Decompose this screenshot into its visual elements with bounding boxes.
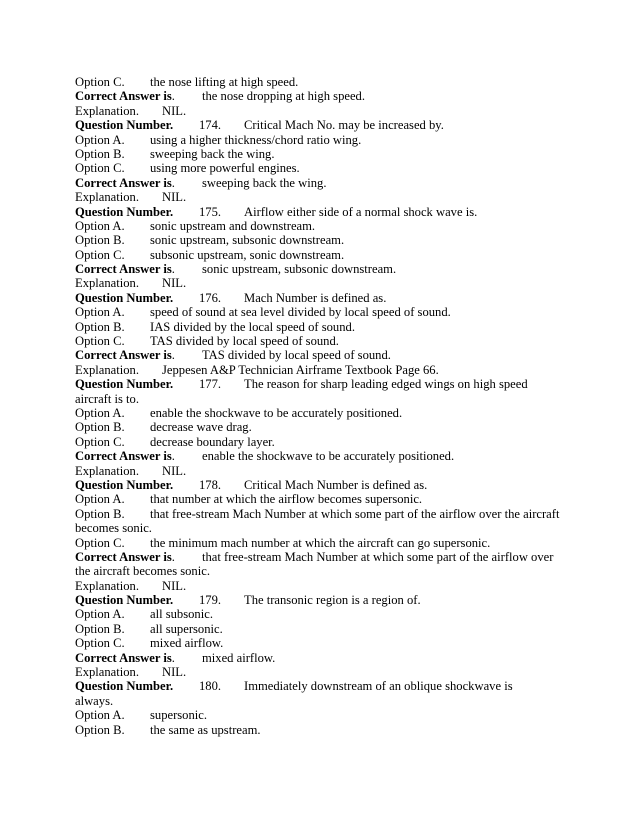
option-label: Option C. — [75, 535, 125, 550]
question-number-label: Question Number. — [75, 477, 174, 492]
explanation-text: NIL. — [162, 190, 187, 205]
option-line — [75, 507, 567, 521]
continuation-line: aircraft is to. — [75, 391, 139, 406]
option-line — [75, 75, 567, 89]
question-number-label: Question Number. — [75, 377, 174, 392]
correct-answer-text: mixed airflow. — [202, 650, 276, 665]
correct-answer-label-dot: . — [171, 449, 175, 464]
correct-answer-label — [75, 262, 202, 276]
question-number: 177. — [199, 377, 222, 392]
question-line — [75, 377, 567, 391]
option-text: that number at which the airflow becomes supersonic. — [150, 492, 423, 507]
question-number: 180. — [199, 679, 222, 694]
correct-answer-text: enable the shockwave to be accurately positioned. — [202, 449, 455, 464]
option-label: Option B. — [75, 146, 125, 161]
option-text: that free-stream Mach Number at which some part of the airflow over the aircraft — [150, 506, 560, 521]
question-number-label: Question Number. — [75, 593, 174, 608]
explanation-label: Explanation. — [75, 578, 140, 593]
correct-answer-line — [75, 348, 567, 362]
option-text: the nose lifting at high speed. — [150, 75, 299, 89]
correct-answer-label-text: Correct Answer is — [75, 449, 172, 464]
question-number: 174. — [199, 118, 222, 133]
option-line — [75, 622, 567, 636]
question-line — [75, 478, 567, 492]
explanation-label: Explanation. — [75, 362, 140, 377]
correct-answer-text: sweeping back the wing. — [202, 175, 327, 190]
option-line — [75, 636, 567, 650]
question-number: 178. — [199, 477, 222, 492]
option-text: subsonic upstream, sonic downstream. — [150, 247, 345, 262]
question-text: Airflow either side of a normal shock wave is. — [244, 204, 478, 219]
option-text: sweeping back the wing. — [150, 146, 275, 161]
explanation-label: Explanation. — [75, 463, 140, 478]
correct-answer-label-text: Correct Answer is — [75, 262, 172, 277]
correct-answer-label-text: Correct Answer is — [75, 89, 172, 104]
option-line — [75, 248, 567, 262]
option-label: Option C. — [75, 636, 125, 651]
correct-answer-label-dot: . — [171, 549, 175, 564]
explanation-label: Explanation. — [75, 665, 140, 680]
question-line — [75, 593, 567, 607]
continuation-line: the aircraft becomes sonic. — [75, 564, 210, 579]
option-text: sonic upstream, subsonic downstream. — [150, 233, 345, 248]
option-label: Option C. — [75, 247, 125, 262]
correct-answer-label-dot: . — [171, 175, 175, 190]
option-line — [75, 536, 567, 550]
question-number: 176. — [199, 290, 222, 305]
question-number: 179. — [199, 593, 222, 608]
option-line — [75, 723, 567, 737]
option-text: the minimum mach number at which the aircraft can go supersonic. — [150, 535, 491, 550]
option-text: the same as upstream. — [150, 722, 261, 737]
option-label: Option A. — [75, 492, 125, 507]
option-text: all supersonic. — [150, 621, 223, 636]
option-line — [75, 420, 567, 434]
correct-answer-label-dot: . — [171, 89, 175, 104]
question-text: Critical Mach Number is defined as. — [244, 477, 428, 492]
option-line — [75, 233, 567, 247]
question-number-label: Question Number. — [75, 679, 174, 694]
option-label: Option C. — [75, 161, 125, 176]
explanation-line — [75, 190, 567, 204]
option-text: using more powerful engines. — [150, 161, 300, 176]
continuation-line: always. — [75, 693, 114, 708]
correct-answer-label-text: Correct Answer is — [75, 348, 172, 363]
document-page — [75, 75, 567, 737]
explanation-line — [75, 464, 567, 478]
correct-answer-line — [75, 651, 567, 665]
option-label: Option C. — [75, 75, 125, 89]
explanation-line — [75, 363, 567, 377]
option-text: decrease wave drag. — [150, 420, 252, 435]
correct-answer-line — [75, 262, 567, 276]
question-text: Immediately downstream of an oblique shockwave is — [244, 679, 513, 694]
continuation-line: becomes sonic. — [75, 521, 152, 536]
option-line — [75, 492, 567, 506]
correct-answer-label — [75, 89, 202, 103]
option-line — [75, 406, 567, 420]
explanation-line — [75, 665, 567, 679]
option-line — [75, 161, 567, 175]
explanation-text: NIL. — [162, 103, 187, 118]
explanation-label: Explanation. — [75, 190, 140, 205]
explanation-text: NIL. — [162, 578, 187, 593]
correct-answer-label-dot: . — [171, 348, 175, 363]
correct-answer-label — [75, 449, 202, 463]
option-text: all subsonic. — [150, 607, 213, 622]
option-line — [75, 133, 567, 147]
question-text: Critical Mach No. may be increased by. — [244, 118, 444, 133]
question-text: Mach Number is defined as. — [244, 290, 387, 305]
correct-answer-text: TAS divided by local speed of sound. — [202, 348, 391, 363]
option-label: Option A. — [75, 607, 125, 622]
correct-answer-line — [75, 176, 567, 190]
question-text: The transonic region is a region of. — [244, 593, 421, 608]
option-line — [75, 147, 567, 161]
correct-answer-label — [75, 651, 202, 665]
explanation-line — [75, 276, 567, 290]
correct-answer-text: the nose dropping at high speed. — [202, 89, 365, 104]
option-label: Option B. — [75, 319, 125, 334]
option-text: using a higher thickness/chord ratio wing. — [150, 132, 362, 147]
correct-answer-label — [75, 550, 202, 564]
question-number-label: Question Number. — [75, 290, 174, 305]
correct-answer-text: that free-stream Mach Number at which some part of the airflow over — [202, 549, 554, 564]
question-line — [75, 291, 567, 305]
option-label: Option A. — [75, 305, 125, 320]
option-label: Option A. — [75, 405, 125, 420]
question-text: The reason for sharp leading edged wings on high speed — [244, 377, 528, 392]
correct-answer-label-dot: . — [171, 262, 175, 277]
option-line — [75, 607, 567, 621]
option-text: TAS divided by local speed of sound. — [150, 334, 339, 349]
correct-answer-line — [75, 449, 567, 463]
option-label: Option B. — [75, 506, 125, 521]
option-line — [75, 334, 567, 348]
option-text: speed of sound at sea level divided by local speed of sound. — [150, 305, 451, 320]
option-text: IAS divided by the local speed of sound. — [150, 319, 355, 334]
question-number: 175. — [199, 204, 222, 219]
option-line — [75, 305, 567, 319]
correct-answer-label — [75, 348, 202, 362]
option-label: Option B. — [75, 420, 125, 435]
option-label: Option B. — [75, 621, 125, 636]
option-label: Option B. — [75, 722, 125, 737]
question-number-label: Question Number. — [75, 204, 174, 219]
explanation-label: Explanation. — [75, 103, 140, 118]
correct-answer-label-text: Correct Answer is — [75, 549, 172, 564]
explanation-text: NIL. — [162, 463, 187, 478]
option-text: sonic upstream and downstream. — [150, 218, 316, 233]
option-label: Option C. — [75, 434, 125, 449]
question-line — [75, 679, 567, 693]
correct-answer-line — [75, 550, 567, 564]
question-number-label: Question Number. — [75, 118, 174, 133]
explanation-text: NIL. — [162, 276, 187, 291]
correct-answer-text: sonic upstream, subsonic downstream. — [202, 262, 397, 277]
question-line — [75, 118, 567, 132]
option-label: Option C. — [75, 334, 125, 349]
explanation-line — [75, 579, 567, 593]
option-label: Option A. — [75, 708, 125, 723]
option-line — [75, 320, 567, 334]
option-line — [75, 219, 567, 233]
question-line — [75, 205, 567, 219]
correct-answer-label-dot: . — [171, 650, 175, 665]
explanation-line — [75, 104, 567, 118]
option-label: Option A. — [75, 132, 125, 147]
correct-answer-label-text: Correct Answer is — [75, 650, 172, 665]
option-text: decrease boundary layer. — [150, 434, 275, 449]
explanation-text: NIL. — [162, 665, 187, 680]
correct-answer-label-text: Correct Answer is — [75, 175, 172, 190]
explanation-label: Explanation. — [75, 276, 140, 291]
option-label: Option B. — [75, 233, 125, 248]
option-line — [75, 435, 567, 449]
explanation-text: Jeppesen A&P Technician Airframe Textbook Page 66. — [162, 362, 439, 377]
option-line — [75, 708, 567, 722]
option-label: Option A. — [75, 218, 125, 233]
option-text: mixed airflow. — [150, 636, 224, 651]
option-text: enable the shockwave to be accurately positioned. — [150, 405, 403, 420]
option-text: supersonic. — [150, 708, 208, 723]
correct-answer-line — [75, 89, 567, 103]
correct-answer-label — [75, 176, 202, 190]
